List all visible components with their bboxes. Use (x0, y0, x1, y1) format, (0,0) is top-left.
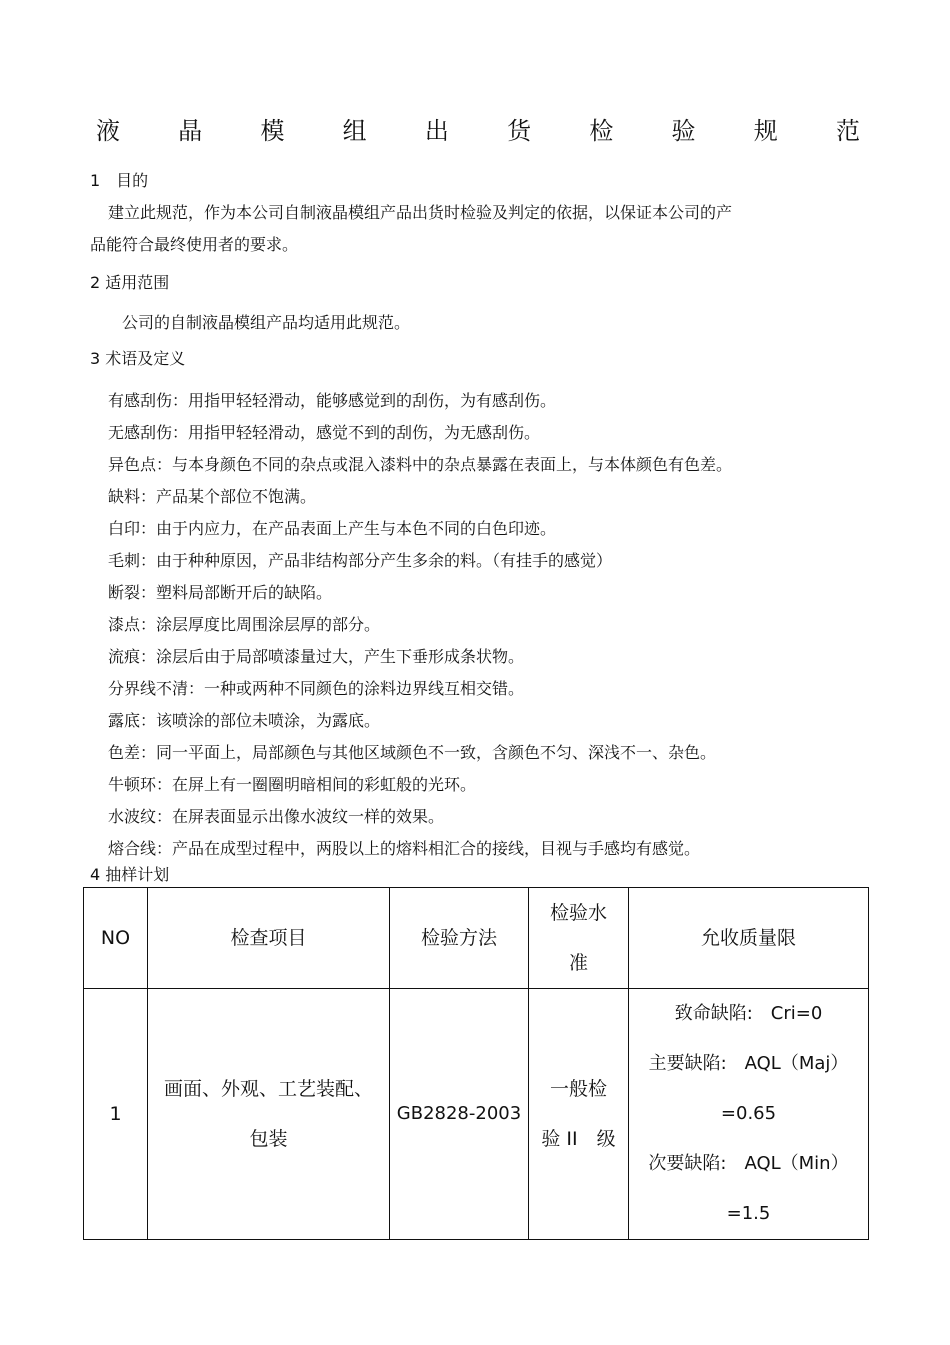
cell-aql-line: =0.65 (720, 1103, 777, 1124)
term-definition: 缺料：产品某个部位不饱满。 (108, 487, 317, 506)
section-heading-scope: 2 适用范围 (90, 273, 170, 292)
header-item: 检查项目 (148, 888, 390, 989)
cell-level-line: 验 II 级 (541, 1128, 616, 1150)
term-definition: 露底：该喷涂的部位未喷涂，为露底。 (108, 711, 381, 730)
term-definition: 无感刮伤：用指甲轻轻滑动，感觉不到的刮伤，为无感刮伤。 (108, 423, 541, 442)
title-char: 出 (424, 117, 449, 145)
purpose-body-line: 建立此规范，作为本公司自制液晶模组产品出货时检验及判定的依据，以保证本公司的产 (108, 203, 733, 222)
cell-level-line: 一般检 (549, 1078, 607, 1100)
cell-aql-line: 致命缺陷: Cri=0 (674, 1003, 823, 1024)
title-char: 液 (96, 117, 120, 145)
title-char: 货 (507, 117, 532, 145)
title-char: 范 (835, 117, 860, 145)
cell-aql-line: 次要缺陷: AQL（Min） (648, 1153, 849, 1174)
section-heading-purpose: 1 目的 (90, 171, 149, 190)
header-level-line: 准 (568, 952, 588, 974)
cell-aql-line: 主要缺陷: AQL（Maj） (648, 1053, 849, 1074)
term-definition: 漆点：涂层厚度比周围涂层厚的部分。 (108, 615, 381, 634)
term-definition: 有感刮伤：用指甲轻轻滑动，能够感觉到的刮伤，为有感刮伤。 (108, 391, 557, 410)
cell-level (529, 989, 629, 1240)
term-definition: 色差：同一平面上，局部颜色与其他区域颜色不一致，含颜色不匀、深浅不一、杂色。 (108, 743, 717, 762)
sampling-plan-table (83, 887, 869, 1240)
scope-body: 公司的自制液晶模组产品均适用此规范。 (122, 313, 411, 332)
cell-item-line: 包装 (249, 1128, 288, 1150)
title-char: 模 (260, 117, 285, 145)
cell-item (148, 989, 390, 1240)
section-heading-sampling: 4 抽样计划 (90, 865, 170, 884)
header-no: NO (84, 888, 148, 989)
title-char: 组 (342, 117, 367, 145)
header-level (529, 888, 629, 989)
term-definition: 熔合线：产品在成型过程中，两股以上的熔料相汇合的接线，目视与手感均有感觉。 (108, 839, 701, 858)
term-definition: 异色点：与本身颜色不同的杂点或混入漆料中的杂点暴露在表面上，与本体颜色有色差。 (108, 455, 733, 474)
purpose-body-line: 品能符合最终使用者的要求。 (90, 235, 299, 254)
term-definition: 毛刺：由于种种原因，产品非结构部分产生多余的料。（有挂手的感觉） (108, 551, 613, 570)
term-definition: 分界线不清：一种或两种不同颜色的涂料边界线互相交错。 (108, 679, 525, 698)
title-char: 规 (753, 117, 778, 145)
section-heading-terms: 3 术语及定义 (90, 349, 186, 368)
title-char: 检 (589, 117, 614, 145)
header-method: 检验方法 (390, 888, 529, 989)
document-title (96, 114, 860, 148)
term-definition: 流痕：涂层后由于局部喷漆量过大，产生下垂形成条状物。 (108, 647, 525, 666)
term-definition: 牛顿环：在屏上有一圈圈明暗相间的彩虹般的光环。 (108, 775, 477, 794)
title-char: 晶 (178, 117, 203, 145)
table-row (84, 989, 869, 1240)
header-level-line: 检验水 (549, 902, 607, 924)
title-char: 验 (671, 117, 696, 145)
cell-aql (629, 989, 869, 1240)
cell-item-line: 画面、外观、工艺装配、 (163, 1078, 373, 1100)
term-definition: 白印：由于内应力，在产品表面上产生与本色不同的白色印迹。 (108, 519, 557, 538)
header-aql: 允收质量限 (629, 888, 869, 989)
table-header-row (84, 888, 869, 989)
cell-no: 1 (84, 989, 148, 1240)
term-definition: 断裂：塑料局部断开后的缺陷。 (108, 583, 333, 602)
term-definition: 水波纹：在屏表面显示出像水波纹一样的效果。 (108, 807, 445, 826)
cell-method: GB2828-2003 (390, 989, 529, 1240)
cell-aql-line: =1.5 (726, 1203, 771, 1224)
